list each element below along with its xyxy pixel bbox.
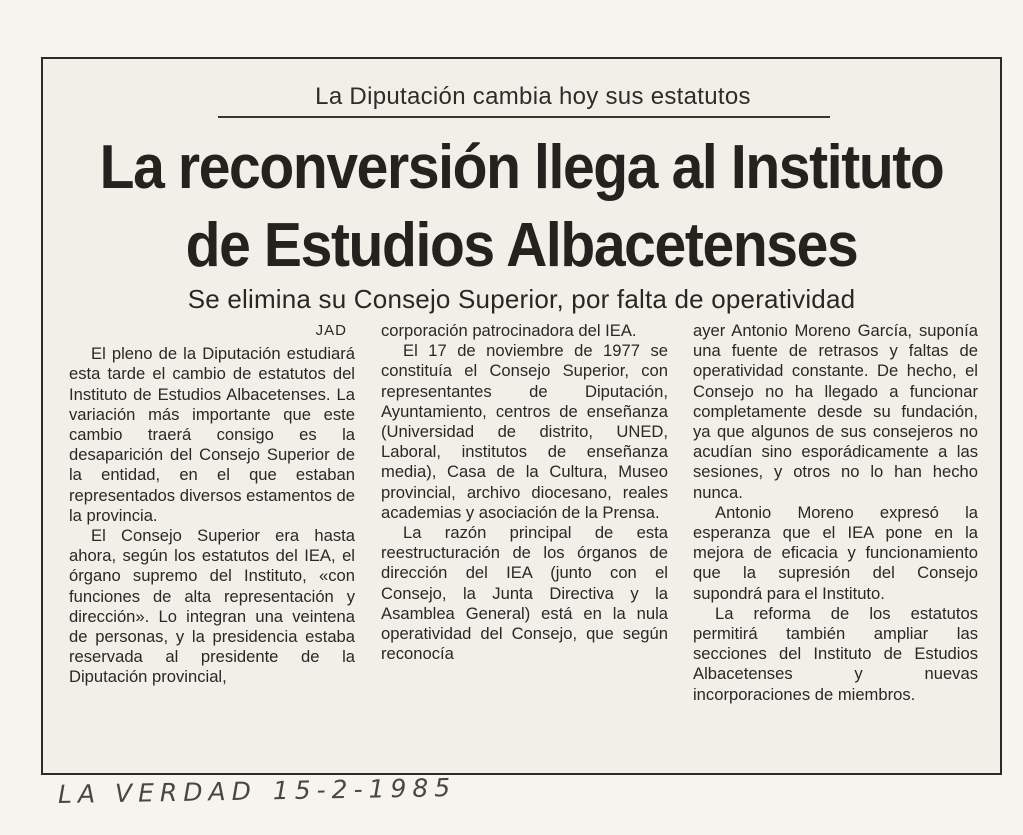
column-2-paragraph-3: La razón principal de esta reestructuración de los órganos de dirección del IEA (junto con el Consejo, la Junta Directiva y la Asamblea General) está en la nula operatividad del Consejo, que según reconocía xyxy=(381,523,668,664)
article-headline xyxy=(81,129,961,285)
kicker-underline xyxy=(218,116,830,118)
handwritten-annotation xyxy=(58,773,457,809)
headline-line-2: de Estudios Albacetenses xyxy=(185,211,858,280)
column-2-paragraph-1: corporación patrocinadora del IEA. xyxy=(381,321,637,340)
column-3-paragraph-2: Antonio Moreno expresó la esperanza que el IEA pone en la mejora de eficacia y funcionamiento que la supresión del Consejo supondrá para el Instituto. xyxy=(693,502,978,603)
article-byline: JAD xyxy=(315,322,347,339)
handwritten-date: 15-2-1985 xyxy=(272,773,457,806)
column-1-paragraph-1: El pleno de la Diputación estudiará esta tarde el cambio de estatutos del Instituto de Estudios Albacetenses. La variación más importante que este cambio traerá consigo es la desaparición del Consejo Superior de la entidad, en el que estaban representados diversos estamentos de la provincia. xyxy=(69,344,355,525)
headline-line-1: La reconversión llega al Instituto xyxy=(99,133,944,202)
column-3-paragraph-3: La reforma de los estatutos permitirá también ampliar las secciones del Instituto de Estudios Albacetenses y nuevas incorporaciones de miembros. xyxy=(693,603,978,704)
newspaper-clipping xyxy=(41,57,1002,775)
article-column-3 xyxy=(693,321,978,771)
handwritten-source: LA VERDAD xyxy=(57,776,258,809)
column-1-paragraph-2: El Consejo Superior era hasta ahora, según los estatutos del IEA, el órgano supremo del Instituto, «con funciones de alta representación y dirección». Lo integran una veintena de personas, y la presidencia estaba reservada al presidente de la Diputación provincial, xyxy=(69,526,355,687)
article-column-2 xyxy=(381,321,668,771)
column-3-paragraph-1: ayer Antonio Moreno García, suponía una fuente de retrasos y faltas de operatividad constante. De hecho, el Consejo no ha llegado a funcionar completamente desde su fundación, ya que algunos de sus consejeros no acudían sino esporádicamente a las sesiones, y otros no lo han hecho nunca. xyxy=(693,321,978,502)
article-column-1 xyxy=(69,321,355,771)
column-2-paragraph-2: El 17 de noviembre de 1977 se constituía el Consejo Superior, con representantes de Diputación, Ayuntamiento, centros de enseñanza (Universidad de distrito, UNED, Laboral, institutos de enseñanza media), Casa de la Cultura, Museo provincial, archivo diocesano, reales academias y asociación de la Prensa. xyxy=(381,341,668,522)
article-subheadline: Se elimina su Consejo Superior, por falta de operatividad xyxy=(187,284,856,314)
article-kicker: La Diputación cambia hoy sus estatutos xyxy=(315,83,751,110)
